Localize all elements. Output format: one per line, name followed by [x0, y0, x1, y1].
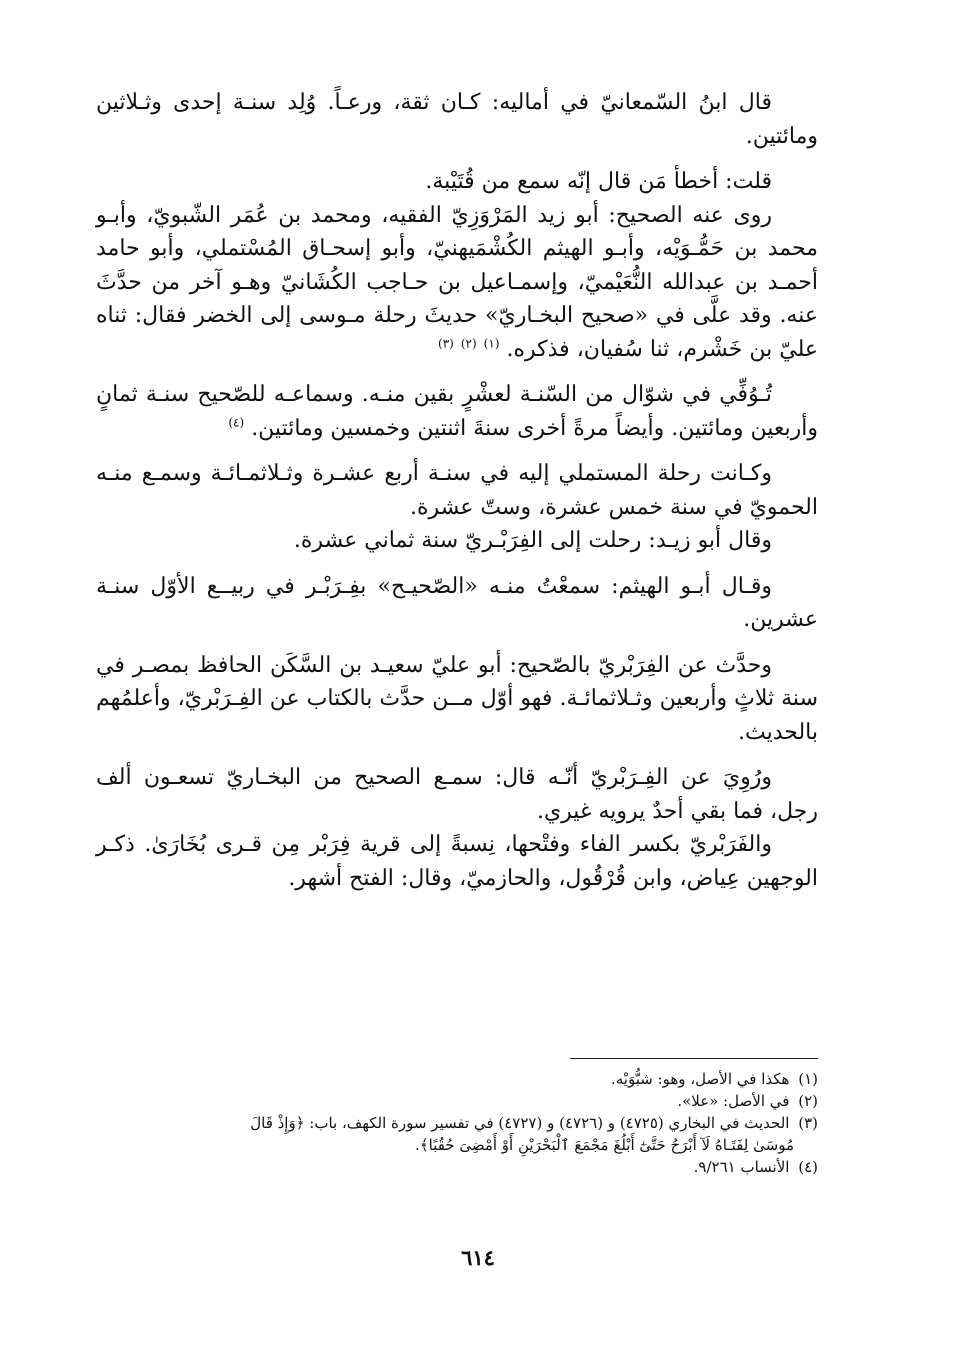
footnote-number: (١) — [798, 1070, 818, 1088]
footnote-ref-1[interactable]: (١) — [483, 336, 500, 351]
paragraph-ibn-sakan: وحدَّث عن الفِرَبْريّ بالصّحيح: أبو عليّ سعيـد بن السَّكَن الحافظ بمصـر في سنة ثلاثٍ وأربعين وثـلاثمائـة. فهو أوّل مــن حدَّث بالكتاب عن الفِـرَبْريّ، وأعلمُهم بالحديث. — [96, 652, 818, 745]
paragraph-ninety-thousand: ورُوِيَ عن الفِـرَبْريّ أنّـه قال: سمـع الصحيح من البخـاريّ تسعـون ألف رجل، فما بقي أحدٌ يرويه غيري. — [96, 765, 818, 824]
footnote-3 — [96, 1112, 818, 1134]
footnotes — [96, 1068, 818, 1178]
footnote-ref-4[interactable]: (٤) — [228, 415, 245, 430]
footnote-number: (٤) — [798, 1158, 818, 1176]
footnote-3-quran-verse: مُوسَىٰ لِفَتَـاهُ لَآ أَبْرَحُ حَتَّىٰٓ أَبْلُغَ مَجْمَعَ ٱلْبَحْرَيْنِ أَوْ أَمْضِىَ حُقُبًا﴾. — [415, 1136, 794, 1154]
paragraph-death — [96, 378, 818, 445]
footnote-number: (٢) — [798, 1092, 818, 1110]
narrators-text: روى عنه الصحيح: أبو زيد المَرْوَزِيّ الفقيه، ومحمد بن عُمَر الشّبويّ، وأبـو محمد بن حَمُّـوَيْه، وأبـو الهيثم الكُشْمَيهنيّ، وأبو إسحـاق المُسْتملي، وأبو حامد أحمـد بن عبدالله النُّعَيْميّ، وإسمـاعيل بن حـاجب الكُشَانيّ وهـو آخر من حدَّثَ عنه. وقد علَّى في «صحيح البخـاريّ» حديثَ رحلة مـوسى إلى الخضر فقال: ثناه عليّ بن خَشْرم، ثنا سُفيان، فذكره. — [96, 202, 818, 362]
footnote-text: في الأصل: «علا». — [677, 1092, 790, 1110]
footnote-4 — [96, 1156, 818, 1178]
footnote-text: الحديث في البخاري (٤٧٢٥) و (٤٧٢٦) و (٤٧٢٧) في تفسير سورة الكهف، باب: ﴿وَإِذْ قَالَ — [250, 1114, 790, 1132]
paragraph-mustamli: وكـانت رحلة المستملي إليه في سنـة أربع عشـرة وثـلاثمـائـة وسمـع منـه الحمويّ في سنة خمس عشرة، وستّ عشرة. — [96, 461, 818, 520]
paragraph-ibn-samani: قال ابنُ السّمعانيّ في أماليه: كـان ثقة، ورعـاً. وُلِد سنـة إحدى وثـلاثين ومائتين. — [96, 90, 818, 149]
footnote-2 — [96, 1090, 818, 1112]
footnote-text: الأنساب ٩/٢٦١. — [693, 1158, 790, 1176]
footnote-1 — [96, 1068, 818, 1090]
paragraph-abu-zayd: وقال أبو زيـد: رحلت إلى الفِرَبْـريّ سنة ثماني عشرة. — [293, 528, 772, 553]
paragraph-firabri-nisba: والفَرَبْريّ بكسر الفاء وفتْحها، نِسبةً إلى قرية فِرَبْر مِن قـرى بُخَارَىٰ. ذكـر الوجهين عِياض، وابن قُرْقُول، والحازميّ، وقال: الفتح أشهر. — [96, 832, 818, 891]
main-text — [96, 86, 818, 907]
footnote-ref-2[interactable]: (٢) — [460, 336, 477, 351]
footnote-ref-3[interactable]: (٣) — [438, 336, 454, 351]
page-number: ٦١٤ — [461, 1245, 495, 1270]
footnote-separator — [570, 1058, 818, 1059]
paragraph-narrators — [96, 199, 818, 367]
death-text: تُـوُفِّي في شوّال من السّنـة لعشْرٍ بقين منـه. وسماعـه للصّحيح سنـة ثمانٍ وأربعين ومائتين. وأيضاً مرةً أخرى سنةَ اثنتين وخمسين ومائتين. — [96, 382, 818, 441]
footnote-text: هكذا في الأصل، وهو: شبُّوَيْه. — [611, 1070, 790, 1088]
footnote-number: (٣) — [798, 1114, 818, 1132]
paragraph-qutayba: قلت: أخطأ مَن قال إنّه سمع من قُتَيْبة. — [425, 169, 772, 194]
paragraph-abu-haytham: وقـال أبـو الهيثم: سمعْتُ منـه «الصّحيـح» بفِـرَبْـر في ربيــع الأوّل سنـة عشرين. — [96, 573, 818, 632]
